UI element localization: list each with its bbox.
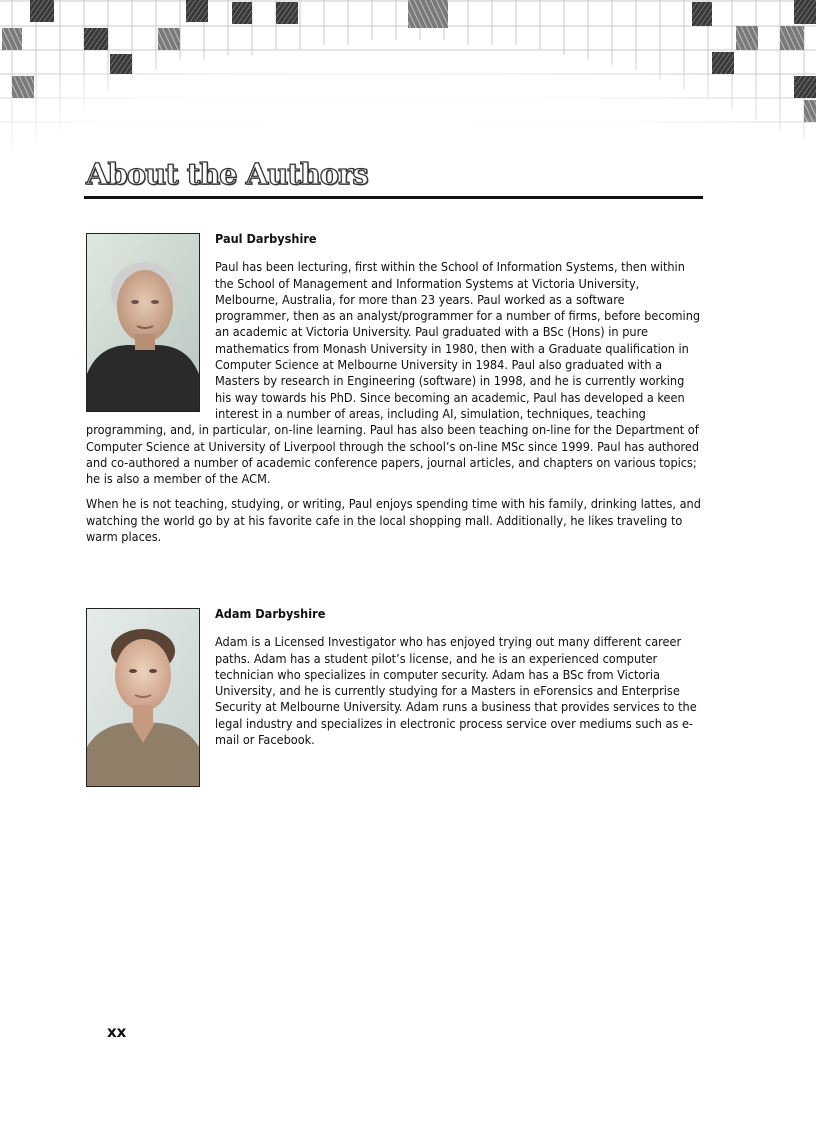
bio-paragraph: Paul has been lecturing, first within the School of Information Systems, then within the School of Management and Information Systems at Victoria University, Melbourne, Australia, for more than 23 years. Paul worked as a software programmer, then as an analyst/programmer for a number of firms, before becoming an academic at Victoria University. Paul graduated with a BSc (Hons) in pure mathematics from Monash University in 1980, then with a Graduate qualification in Computer Science at Melbourne University in 1984. Paul also graduated with a Masters by research in Engineering (software) in 1998, and he is currently working his way towards his PhD. Since becoming an academic, Paul has developed a keen interest in a number of areas, including AI, simulation, techniques, teaching programming, and, in particular, on-line learning. Paul has also been teaching on-line for the Department of Computer Science at University of Liverpool through the school’s on-line MSc since 1999. Paul has authored and co-authored a number of academic conference papers, journal articles, and chapters on various topics; he is also a member of the ACM.	[86, 259, 701, 487]
page-heading: About the Authors	[86, 157, 368, 191]
author-name-adam: Adam Darbyshire	[215, 606, 326, 621]
author-name-paul: Paul Darbyshire	[215, 231, 317, 246]
author-bio-adam	[86, 606, 702, 789]
bio-paragraph: When he is not teaching, studying, or writing, Paul enjoys spending time with his family, drinking lattes, and watching the world go by at his favorite cafe in the local shopping mall. Additionally, he likes traveling to warm places.	[86, 496, 701, 545]
heading-rule	[84, 196, 703, 199]
author-bio-paul	[86, 231, 702, 554]
page-number: xx	[107, 1023, 127, 1041]
grid-header-decoration	[0, 0, 816, 155]
author-photo-adam	[86, 608, 200, 787]
author-photo-paul	[86, 233, 200, 412]
bio-paragraph: Adam is a Licensed Investigator who has enjoyed trying out many different career paths. Adam has a student pilot’s license, and he is an experienced computer technician who specializes in computer security. Adam has a BSc from Victoria University, and he is currently studying for a Masters in eForensics and Enterprise Security at Melbourne University. Adam runs a business that provides services to the legal industry and specializes in electronic process service over mediums such as e-mail or Facebook.	[215, 634, 697, 748]
